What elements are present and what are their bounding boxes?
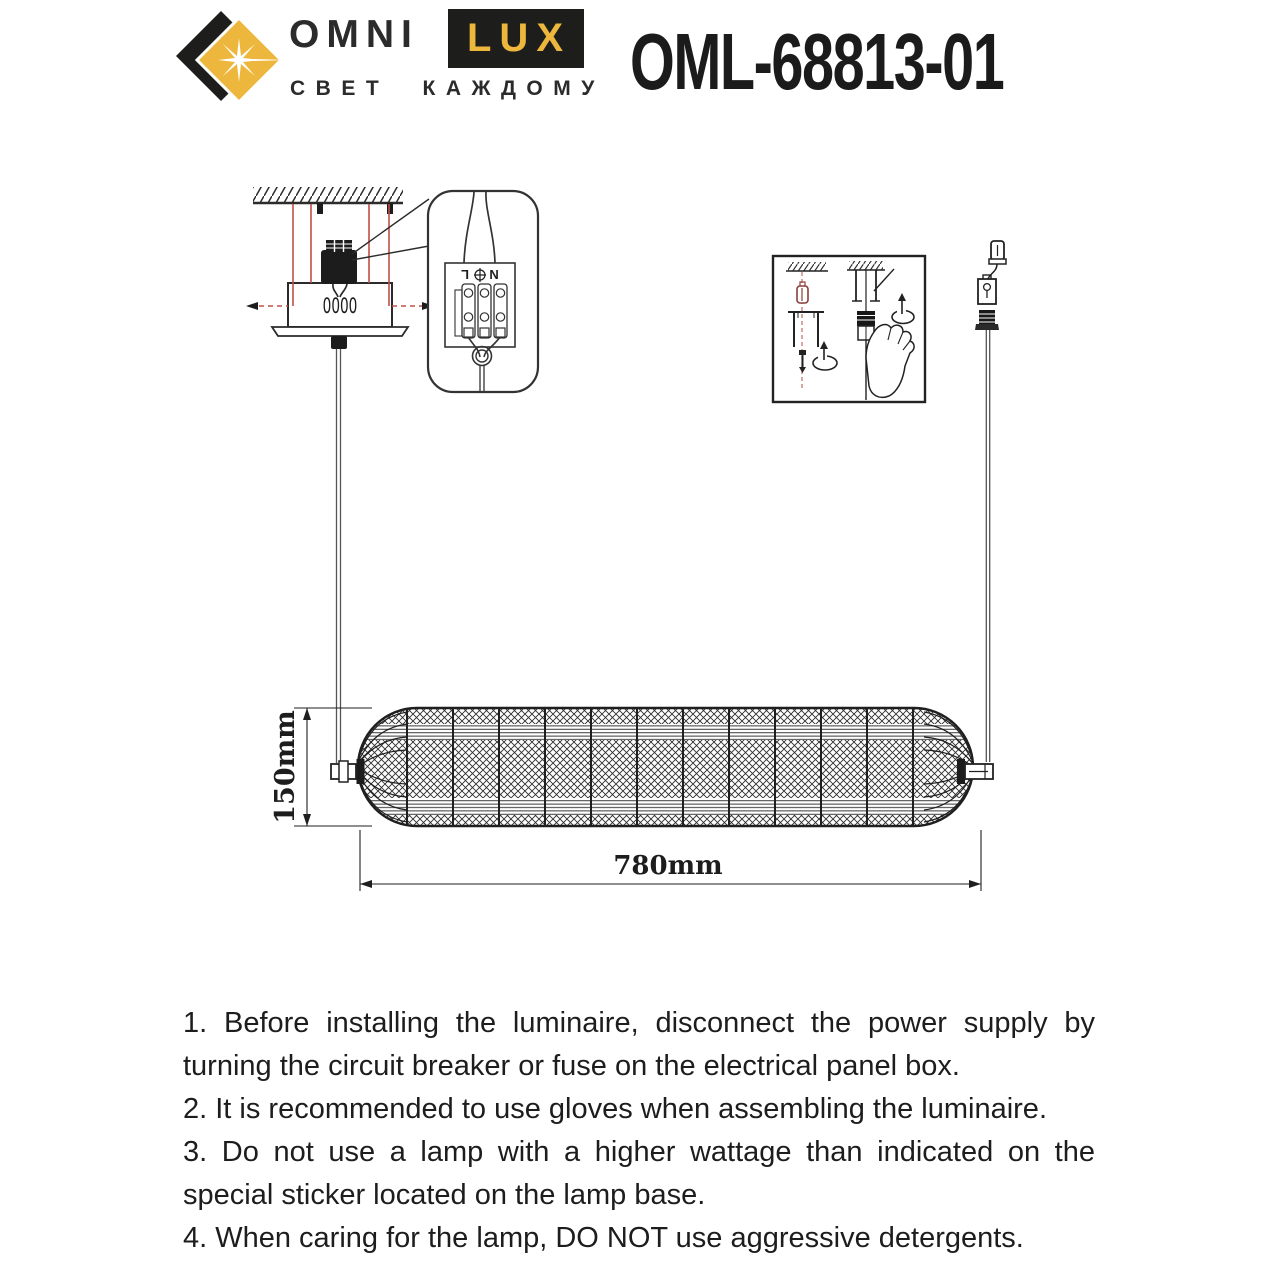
pendant-lamp-drawing bbox=[331, 708, 993, 826]
brand-tagline: СВЕТ КАЖДОМУ bbox=[290, 77, 605, 100]
ceiling-canopy-drawing bbox=[246, 187, 434, 349]
wiring-detail-bubble bbox=[428, 191, 538, 392]
instructions-list bbox=[183, 1002, 1095, 1260]
instruction-item: 3. Do not use a lamp with a higher wattage than indicated on the special sticker located on the lamp base. bbox=[183, 1136, 1095, 1211]
terminal-neutral-label: N bbox=[489, 267, 499, 282]
brand-word-lux: LUX bbox=[448, 9, 584, 68]
suspension-wire-right bbox=[986, 330, 989, 762]
terminal-line-label: L bbox=[461, 267, 469, 282]
instruction-item: 4. When caring for the lamp, DO NOT use aggressive detergents. bbox=[183, 1222, 1024, 1254]
model-number: OML-68813-01 bbox=[630, 17, 1004, 106]
instruction-item: 2. It is recommended to use gloves when assembling the luminaire. bbox=[183, 1093, 1047, 1125]
instruction-item: 1. Before installing the luminaire, disconnect the power supply by turning the circuit breaker or fuse on the electrical panel box. bbox=[183, 1007, 1095, 1082]
installation-steps-panel bbox=[773, 256, 925, 402]
canopy-code-label: 0000 bbox=[322, 295, 358, 319]
length-dimension-label: 780mm bbox=[613, 851, 723, 881]
brand-word-omni: OMNI bbox=[289, 13, 419, 56]
cable-connector-drawing bbox=[975, 241, 1006, 330]
dimension-length bbox=[360, 830, 981, 891]
height-dimension-label: 150mm bbox=[270, 710, 301, 824]
suspension-wire-left bbox=[337, 349, 341, 763]
terminal-markings bbox=[461, 267, 499, 282]
